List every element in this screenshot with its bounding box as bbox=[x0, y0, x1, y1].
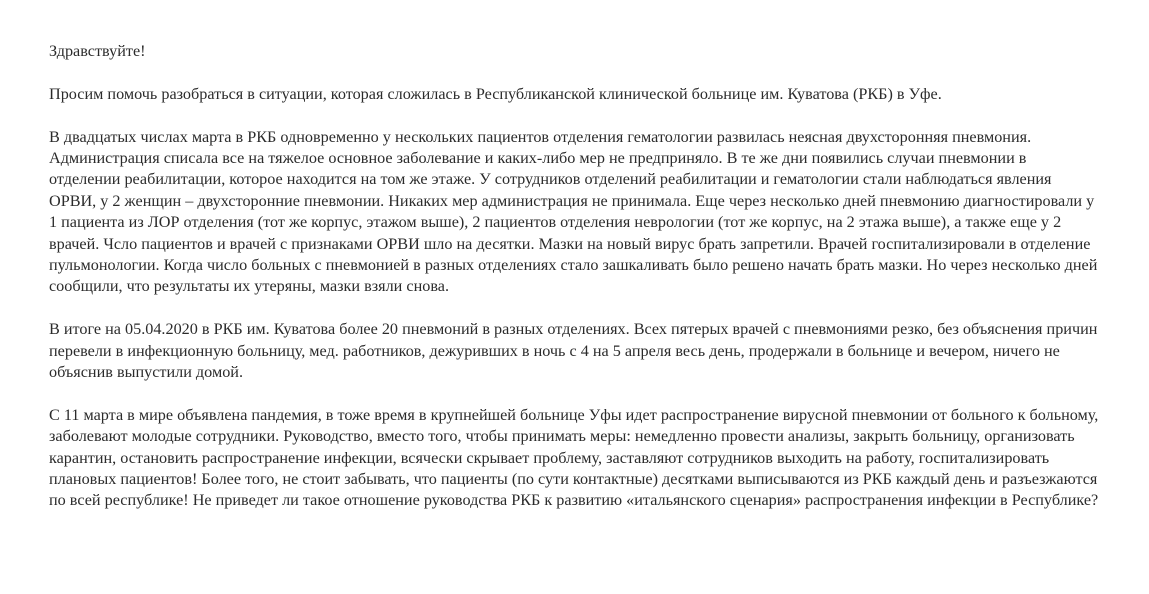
letter-greeting: Здравствуйте! bbox=[49, 42, 146, 60]
paragraph-summary: В итоге на 05.04.2020 в РКБ им. Куватова более 20 пневмоний в разных отделениях. Всех пятерых врачей с пневмониями резко, без объяснения причин перевели в инфекционную больницу, мед. работников, дежуривших в ночь с 4 на 5 апреля весь день, продержали в больнице и вечером, ничего не объяснив выпустили домой. bbox=[49, 320, 1098, 382]
paragraph-conclusion: С 11 марта в мире объявлена пандемия, в тоже время в крупнейшей больнице Уфы идет распространение вирусной пневмонии от больного к больному, заболевают молодые сотрудники. Руководство, вместо того, чтобы принимать меры: немедленно провести анализы, закрыть больницу, организовать карантин, остановить распространение инфекции, всячески скрывает проблему, заставляют сотрудников выходить на работу, госпитализировать плановых пациентов! Более того, не стоит забывать, что пациенты (по сути контактные) десятками выписываются из РКБ каждый день и разъезжаются по всей республике! Не приведет ли такое отношение руководства РКБ к развитию «итальянского сценария» распространения инфекции в Республике? bbox=[49, 405, 1099, 510]
paragraph-events: В двадцатых числах марта в РКБ одновременно у нескольких пациентов отделения гематологии развилась неясная двухсторонняя пневмония. Администрация списала все на тяжелое основное заболевание и каких-либо мер не предприняло. В те же дни появились случаи пневмонии в отделении реабилитации, которое находится на том же этаже. У сотрудников отделений реабилитации и гематологии стали наблюдаться явления ОРВИ, у 2 женщин – двухсторонние пневмонии. Никаких мер администрация не принимала. Еще через несколько дней пневмонию диагностировали у 1 пациента из ЛОР отделения (тот же корпус, этажом выше), 2 пациентов отделения неврологии (тот же корпус, на 2 этажа выше), а также еще у 2 врачей. Чсло пациентов и врачей с признаками ОРВИ шло на десятки. Мазки на новый вирус брать запретили. Врачей госпитализировали в отделение пульмонологии. Когда число больных с пневмонией в разных отделениях стало зашкаливать было решено начать брать мазки. Но через несколько дней сообщили, что результаты их утеряны, мазки взяли снова. bbox=[49, 127, 1098, 296]
paragraph-request: Просим помочь разобраться в ситуации, которая сложилась в Республиканской клинической больнице им. Куватова (РКБ) в Уфе. bbox=[49, 84, 942, 103]
letter-body bbox=[49, 41, 1099, 533]
